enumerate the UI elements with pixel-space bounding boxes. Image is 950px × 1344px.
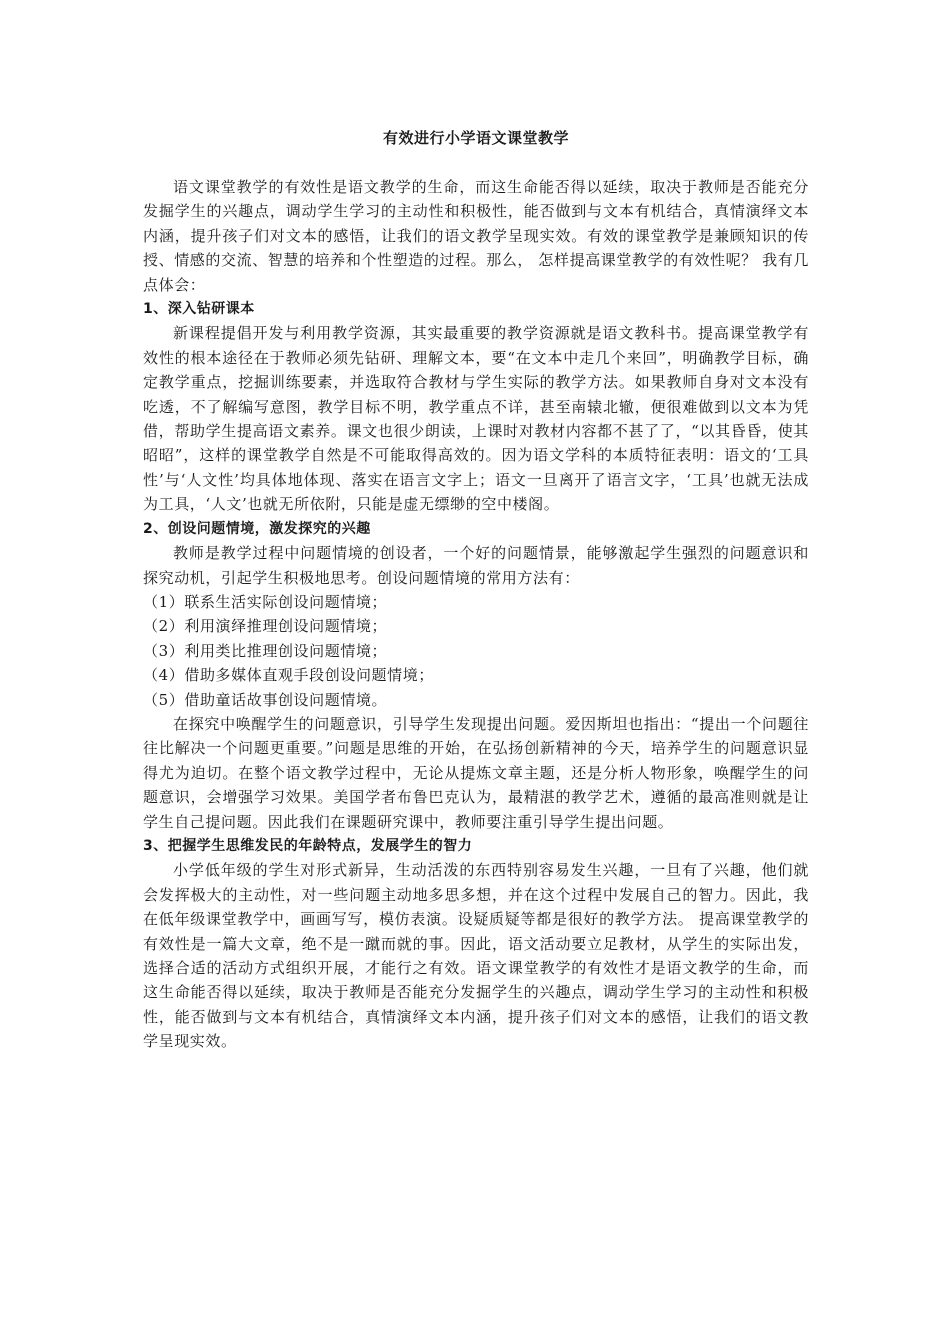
section-2-paragraph: 教师是教学过程中问题情境的创设者，一个好的问题情景，能够激起学生强烈的问题意识和探究动机，引起学生积极地思考。创设问题情境的常用方法有： [143,544,809,587]
section-1-paragraph: 新课程提倡开发与利用教学资源，其实最重要的教学资源就是语文教科书。提高课堂教学有效性的根本途径在于教师必须先钻研、理解文本，要“在文本中走几个来回”，明确教学目标，确定教学重点，挖掘训练要素，并选取符合教材与学生实际的教学方法。如果教师自身对文本没有吃透，不了解编写意图，教学目标不明，教学重点不详，甚至南辕北辙，便很难做到以文本为凭借，帮助学生提高语文素养。课文也很少朗读，上课时对教材内容都不甚了了，“以其昏昏，使其昭昭”，这样的课堂教学自然是不可能取得高效的。因为语文学科的本质特征表明：语文的‘工具性’与‘人文性’均具体地体现、落实在语言文字上；语文一旦离开了语言文字，‘工具’也就无法成为工具，‘人文’也就无所依附，只能是虚无缥缈的空中楼阁。 [143,324,809,514]
section-2-heading: 2、创设问题情境，激发探究的兴趣 [143,520,371,537]
list-item: （1）联系生活实际创设问题情境； [143,592,388,611]
document-title: 有效进行小学语文课堂教学 [382,129,569,147]
section-3-heading: 3、把握学生思维发民的年龄特点，发展学生的智力 [143,837,473,854]
document-body [143,127,809,1054]
list-item: （5）借助童话故事创设问题情境。 [143,690,388,709]
list-item: （4）借助多媒体直观手段创设问题情境； [143,666,434,685]
intro-paragraph: 语文课堂教学的有效性是语文教学的生命，而这生命能否得以延续，取决于教师是否能充分发掘学生的兴趣点，调动学生学习的主动性和积极性，能否做到与文本有机结合，真情演绎文本内涵，提升孩子们对文本的感悟，让我们的语文教学呈现实效。有效的课堂教学是兼顾知识的传授、情感的交流、智慧的培养和个性塑造的过程。那么， 怎样提高课堂教学的有效性呢？ 我有几点体会： [143,178,809,294]
section-1-heading: 1、深入钻研课本 [143,301,255,318]
section-2-paragraph-2: 在探究中唤醒学生的问题意识，引导学生发现提出问题。爱因斯坦也指出：“提出一个问题往往比解决一个问题更重要。”问题是思维的开始，在弘扬创新精神的今天，培养学生的问题意识显得尤为迫切。在整个语文教学过程中，无论从提炼文章主题，还是分析人物形象，唤醒学生的问题意识，会增强学习效果。美国学者布鲁巴克认为，最精湛的教学艺术，遵循的最高准则就是让学生自己提问题。因此我们在课题研究课中，教师要注重引导学生提出问题。 [143,714,809,831]
list-item: （3）利用类比推理创设问题情境； [143,641,388,660]
list-item: （2）利用演绎推理创设问题情境； [143,617,388,636]
section-3-paragraph: 小学低年级的学生对形式新异，生动活泼的东西特别容易发生兴趣，一旦有了兴趣，他们就会发挥极大的主动性，对一些问题主动地多思多想，并在这个过程中发展自己的智力。因此，我在低年级课堂教学中，画画写写，模仿表演。设疑质疑等都是很好的教学方法。 提高课堂教学的有效性是一篇大文章，绝不是一蹴而就的事。因此，语文活动要立足教材，从学生的实际出发，选择合适的活动方式组织开展，才能行之有效。语文课堂教学的有效性才是语文教学的生命，而这生命能否得以延续，取决于教师是否能充分发掘学生的兴趣点，调动学生学习的主动性和积极性，能否做到与文本有机结合，真情演绎文本内涵，提升孩子们对文本的感悟，让我们的语文教学呈现实效。 [143,861,809,1051]
